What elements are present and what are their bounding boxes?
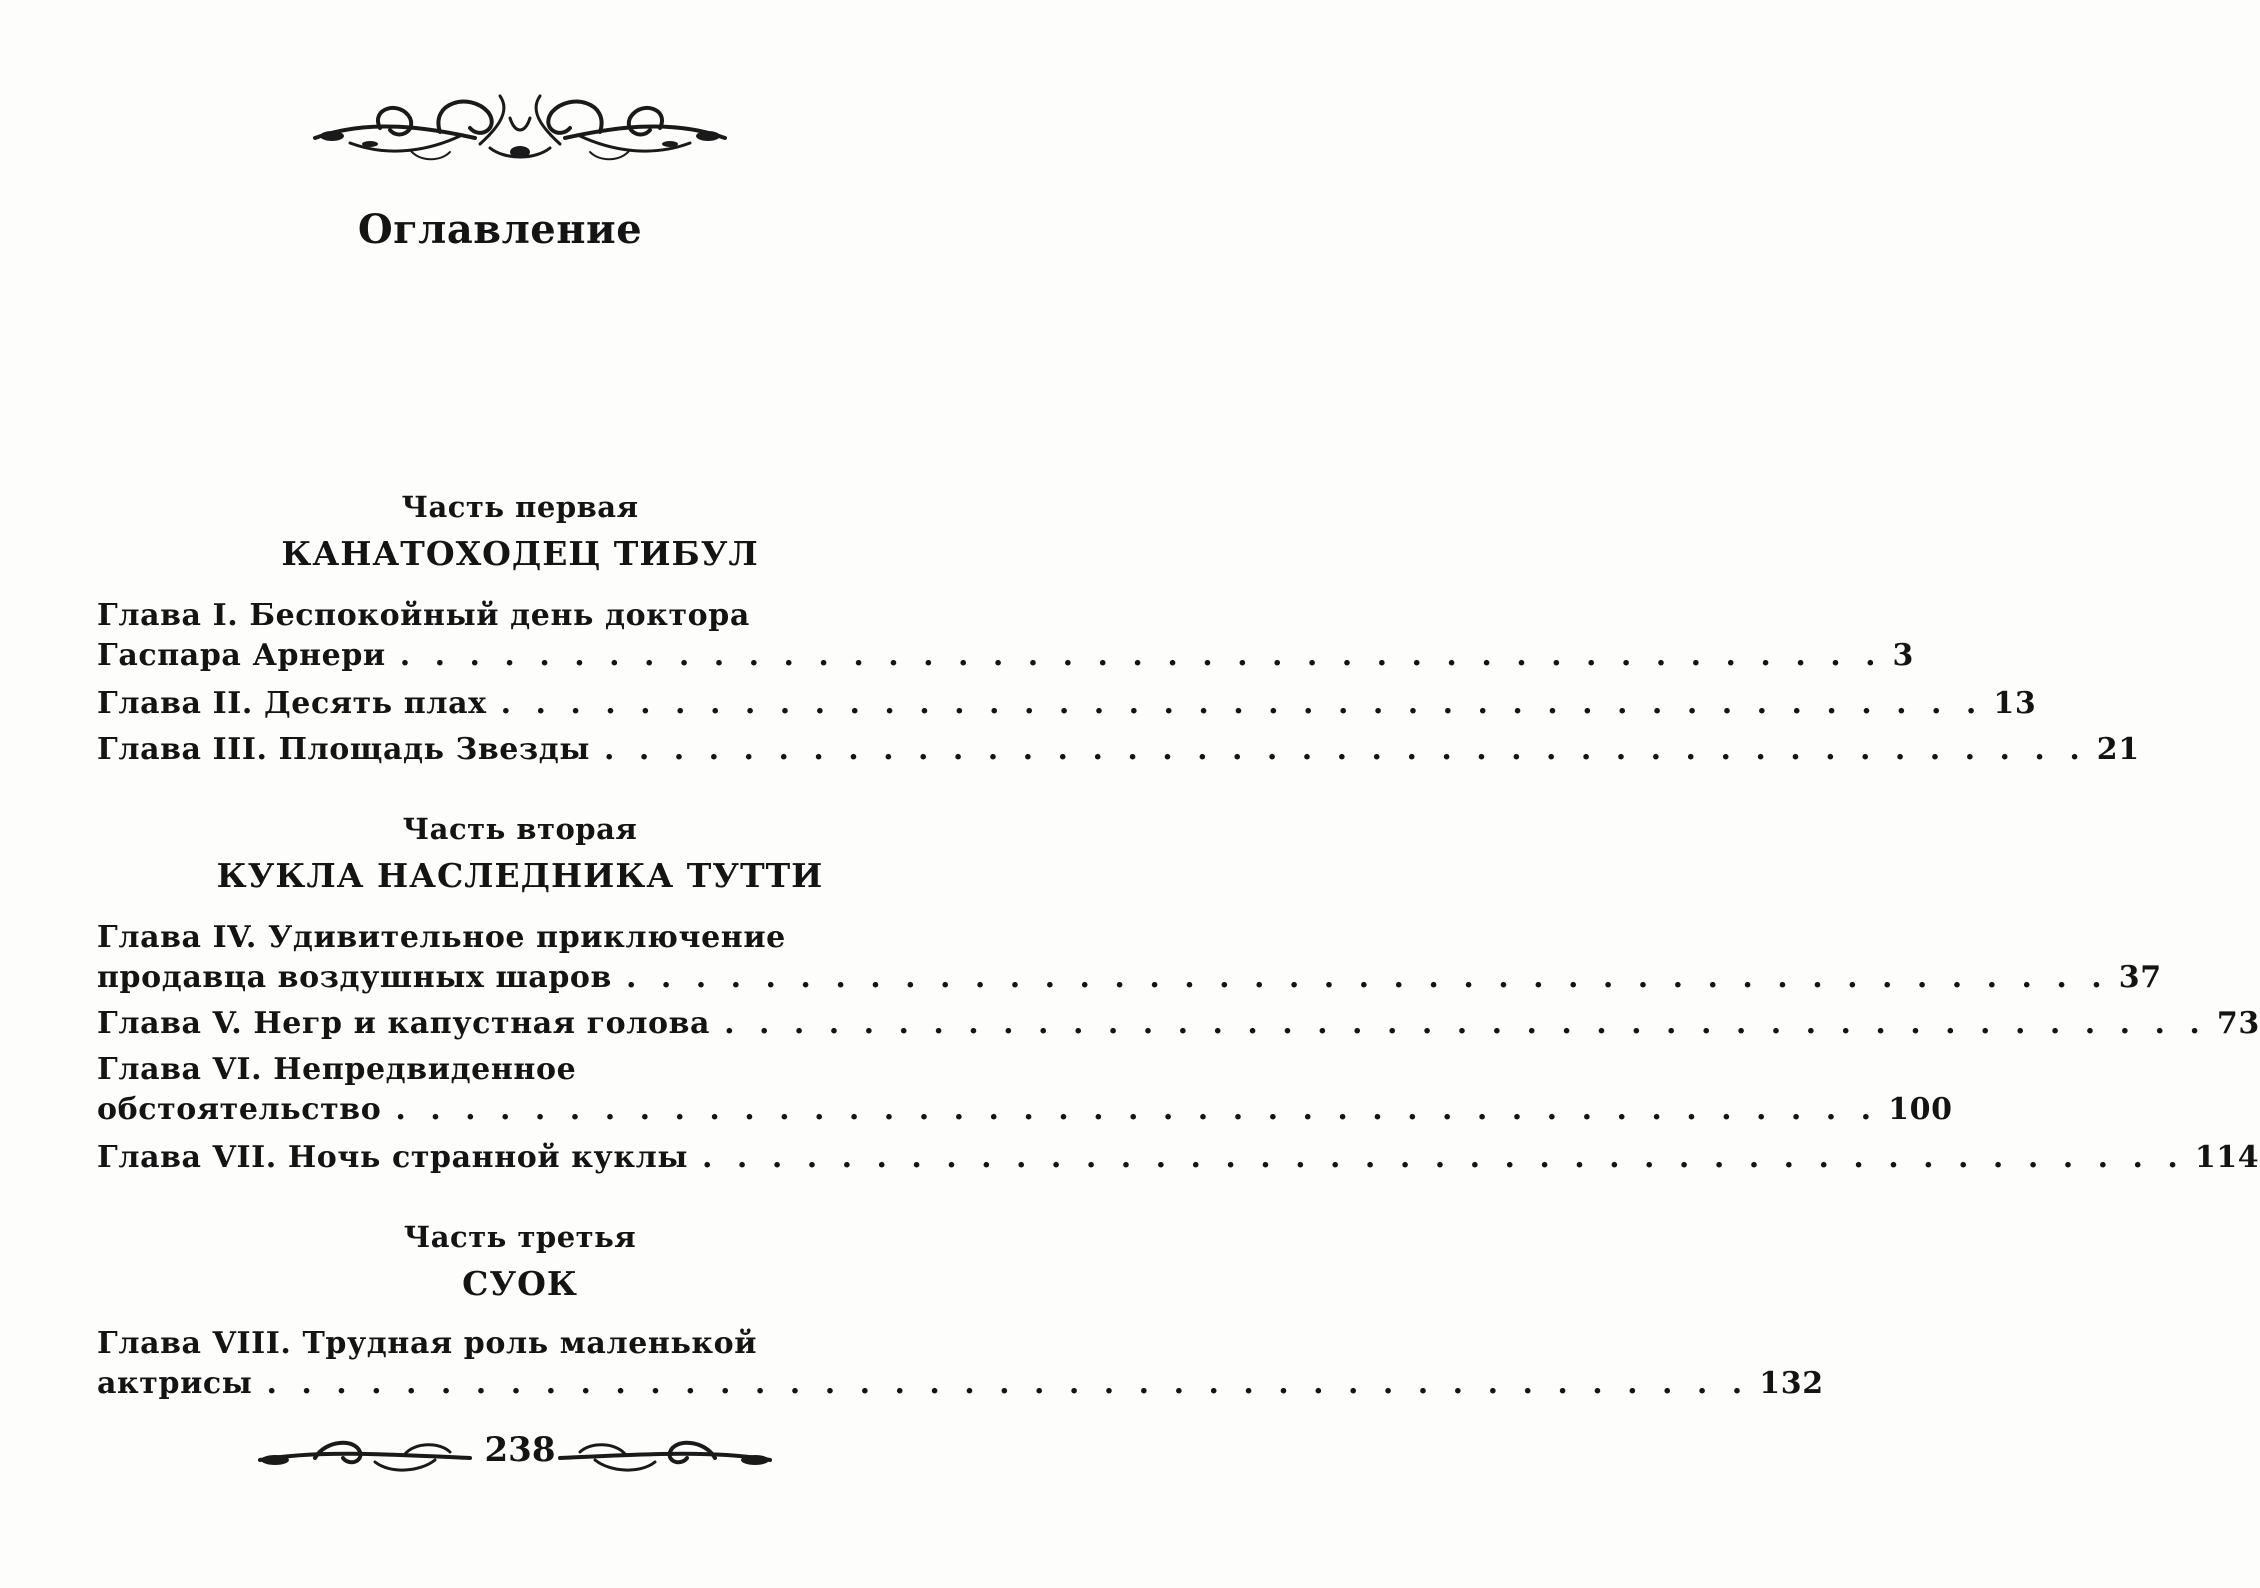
dot-leader: . . . . . . . . . . . . . . . . . . . . . . . . . . . . . . . . . . . . . . . . . . .: [702, 1140, 2185, 1175]
chapter-title-line: актрисы: [97, 1366, 253, 1401]
page-ref: 100: [1888, 1092, 1953, 1127]
chapter-title-line: Глава VIII. Трудная роль маленькой: [97, 1326, 758, 1361]
dot-leader: . . . . . . . . . . . . . . . . . . . . . . . . . . . . . . . . . . . . . . . . . . .: [395, 1092, 1879, 1127]
page-ref: 37: [2118, 960, 2162, 995]
dot-leader: . . . . . . . . . . . . . . . . . . . . . . . . . . . . . . . . . . . . . . . . . . .: [724, 1006, 2207, 1041]
dot-leader: . . . . . . . . . . . . . . . . . . . . . . . . . . . . . . . . . . . . . . . . . . .: [625, 960, 2109, 995]
toc-entry: [97, 1092, 1953, 1132]
top-ornament-icon: [310, 88, 730, 170]
chapter-title-line: Глава V. Негр и капустная голова: [97, 1006, 711, 1041]
page-ref: 73: [2216, 1006, 2260, 1041]
chapter-title-line: Глава VI. Непредвиденное: [97, 1052, 577, 1087]
page-title: Оглавление: [357, 206, 643, 253]
chapter-title-line: Глава I. Беспокойный день доктора: [97, 598, 750, 633]
page-ref: 114: [2194, 1140, 2260, 1175]
toc-entry: [97, 1006, 2260, 1046]
page-ref: 132: [1759, 1366, 1824, 1401]
chapter-title-line: продавца воздушных шаров: [97, 960, 612, 995]
chapter-title-line: Гаспара Арнери: [97, 638, 386, 673]
part-title: СУОК: [462, 1264, 578, 1303]
part-title: КАНАТОХОДЕЦ ТИБУЛ: [281, 534, 759, 573]
toc-entry: [97, 732, 2140, 772]
page-ref: 13: [1993, 686, 2037, 721]
dot-leader: . . . . . . . . . . . . . . . . . . . . . . . . . . . . . . . . . . . . . . . . . . .: [399, 638, 1883, 673]
toc-entry: [97, 1140, 2260, 1180]
dot-leader: . . . . . . . . . . . . . . . . . . . . . . . . . . . . . . . . . . . . . . . . . . .: [266, 1366, 1750, 1401]
chapter-title-line: Глава III. Площадь Звезды: [97, 732, 590, 767]
chapter-title-line: Глава II. Десять плах: [97, 686, 487, 721]
part-label: Часть вторая: [402, 812, 638, 846]
page-ref: 21: [2096, 732, 2140, 767]
chapter-title-line: Глава VII. Ночь странной куклы: [97, 1140, 689, 1175]
part-title: КУКЛА НАСЛЕДНИКА ТУТТИ: [216, 856, 824, 895]
page-number: 238: [484, 1430, 556, 1470]
toc-entry: [97, 960, 2162, 1000]
chapter-title-line: Глава IV. Удивительное приключение: [97, 920, 786, 955]
part-label: Часть третья: [403, 1220, 637, 1254]
dot-leader: . . . . . . . . . . . . . . . . . . . . . . . . . . . . . . . . . . . . . . . . . . .: [500, 686, 1984, 721]
part-label: Часть первая: [401, 490, 639, 524]
chapter-title-line: обстоятельство: [97, 1092, 382, 1127]
toc-entry: [97, 686, 2037, 726]
dot-leader: . . . . . . . . . . . . . . . . . . . . . . . . . . . . . . . . . . . . . . . . . . .: [604, 732, 2087, 767]
toc-entry: [97, 638, 1915, 678]
page-ref: 3: [1892, 638, 1915, 673]
toc-entry: [97, 1366, 1824, 1406]
